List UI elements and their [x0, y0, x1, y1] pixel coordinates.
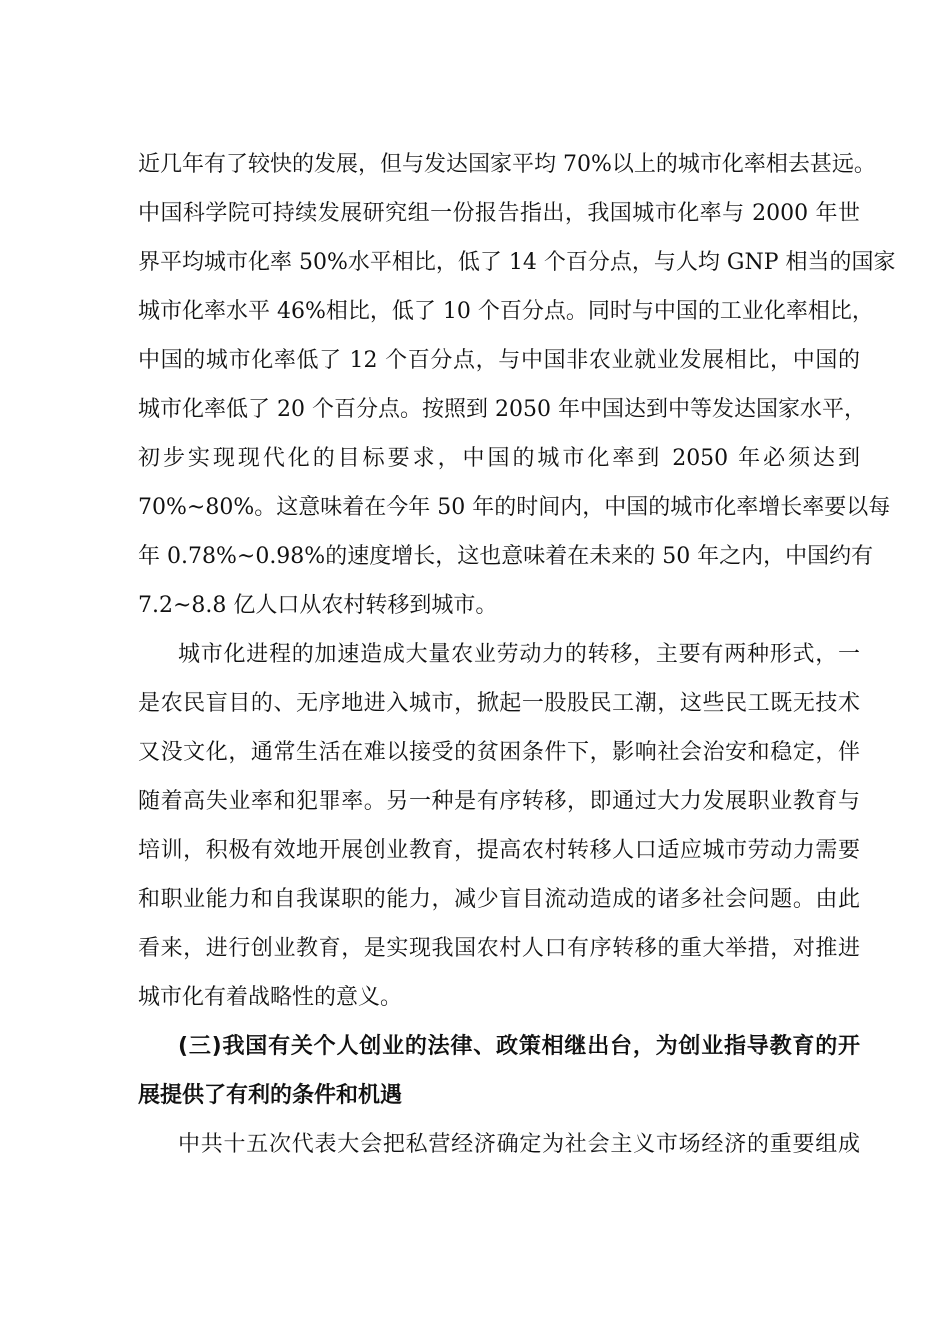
text-line: 中共十五次代表大会把私营经济确定为社会主义市场经济的重要组成	[178, 1132, 860, 1157]
text-line: 培训，积极有效地开展创业教育，提高农村转移人口适应城市劳动力需要	[138, 838, 860, 863]
text-line: 中国的城市化率低了 12 个百分点，与中国非农业就业发展相比，中国的	[138, 348, 860, 373]
text-line: 随着高失业率和犯罪率。另一种是有序转移，即通过大力发展职业教育与	[138, 789, 860, 814]
text-line: 城市化有着战略性的意义。	[138, 985, 403, 1010]
text-line: 界平均城市化率 50%水平相比，低了 14 个百分点，与人均 GNP 相当的国家	[138, 250, 896, 275]
text-line: 7.2~8.8 亿人口从农村转移到城市。	[138, 593, 498, 618]
text-line: 和职业能力和自我谋职的能力，减少盲目流动造成的诸多社会问题。由此	[138, 887, 860, 912]
text-line: 又没文化，通常生活在难以接受的贫困条件下，影响社会治安和稳定，伴	[138, 740, 860, 765]
text-line: 城市化进程的加速造成大量农业劳动力的转移，主要有两种形式，一	[178, 642, 860, 667]
text-line: 年 0.78%~0.98%的速度增长，这也意味着在未来的 50 年之内，中国约有	[138, 544, 874, 569]
document-body	[138, 140, 896, 1169]
text-line: 70%~80%。这意味着在今年 50 年的时间内，中国的城市化率增长率要以每	[138, 495, 891, 520]
text-line: 初步实现现代化的目标要求，中国的城市化率到 2050 年必须达到	[138, 446, 860, 471]
text-line: 看来，进行创业教育，是实现我国农村人口有序转移的重大举措，对推进	[138, 936, 860, 961]
text-line: 城市化率低了 20 个百分点。按照到 2050 年中国达到中等发达国家水平，	[138, 397, 866, 422]
text-line: 城市化率水平 46%相比，低了 10 个百分点。同时与中国的工业化率相比，	[138, 299, 874, 324]
text-line: 近几年有了较快的发展，但与发达国家平均 70%以上的城市化率相去甚远。	[138, 152, 876, 177]
section-heading-line: (三)我国有关个人创业的法律、政策相继出台，为创业指导教育的开	[178, 1034, 860, 1059]
text-line: 中国科学院可持续发展研究组一份报告指出，我国城市化率与 2000 年世	[138, 201, 860, 226]
section-heading-line: 展提供了有利的条件和机遇	[138, 1083, 403, 1108]
text-line: 是农民盲目的、无序地进入城市，掀起一股股民工潮，这些民工既无技术	[138, 691, 860, 716]
